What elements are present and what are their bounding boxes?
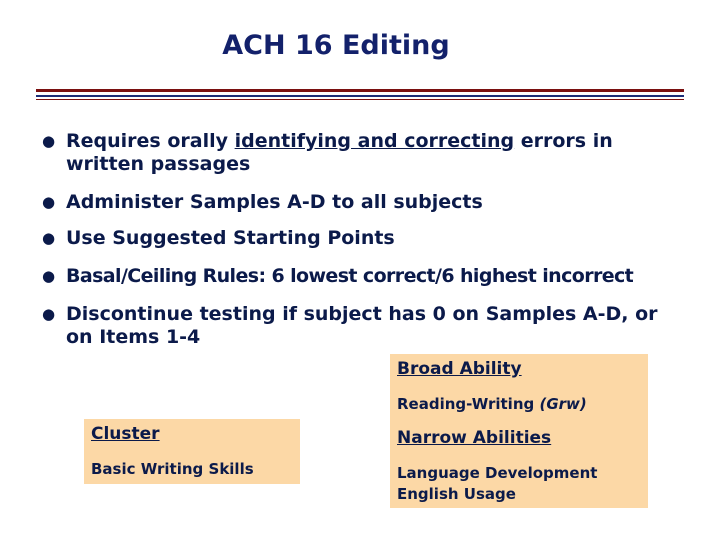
bullet-text: Administer Samples A-D to all subjects — [66, 191, 483, 213]
narrow-abilities-heading: Narrow Abilities — [397, 428, 552, 448]
cluster-heading: Cluster — [91, 424, 160, 444]
title-rule-top — [36, 89, 684, 92]
bullet-text-line2: written passages — [66, 153, 251, 175]
bullet-item — [42, 227, 692, 250]
narrow-ability-item: Language Development — [397, 464, 598, 482]
bullet-dot-icon: ● — [42, 229, 56, 247]
cluster-box — [84, 419, 300, 484]
bullet-item — [42, 303, 692, 349]
bullet-dot-icon: ● — [42, 132, 56, 150]
bullet-item — [42, 130, 692, 176]
title-rule-bottom — [36, 99, 684, 100]
broad-ability-heading: Broad Ability — [397, 359, 522, 379]
bullet-dot-icon: ● — [42, 305, 56, 323]
bullet-dot-icon: ● — [42, 267, 56, 285]
bullet-text-line2: on Items 1-4 — [66, 326, 201, 348]
title-rule-middle — [36, 95, 684, 97]
slide-title: ACH 16 Editing — [222, 30, 450, 61]
cluster-item: Basic Writing Skills — [91, 460, 254, 478]
bullet-list — [42, 130, 692, 349]
broad-ability-value: Reading-Writing (Grw) — [397, 395, 587, 413]
bullet-text: Use Suggested Starting Points — [66, 227, 395, 249]
bullet-text: Basal/Ceiling Rules: 6 lowest correct/6 highest incorrect — [66, 265, 634, 287]
narrow-ability-item: English Usage — [397, 485, 516, 503]
bullet-item — [42, 191, 692, 214]
underlined-phrase: identifying and correcting — [234, 130, 515, 152]
bullet-text: Discontinue testing if subject has 0 on Samples A-D, or — [66, 303, 658, 325]
bullet-dot-icon: ● — [42, 193, 56, 211]
bullet-text: Requires orally identifying and correcting errors in — [66, 130, 613, 152]
bullet-item — [42, 265, 692, 288]
broad-ability-box — [390, 354, 648, 508]
ability-code: (Grw) — [539, 395, 587, 413]
